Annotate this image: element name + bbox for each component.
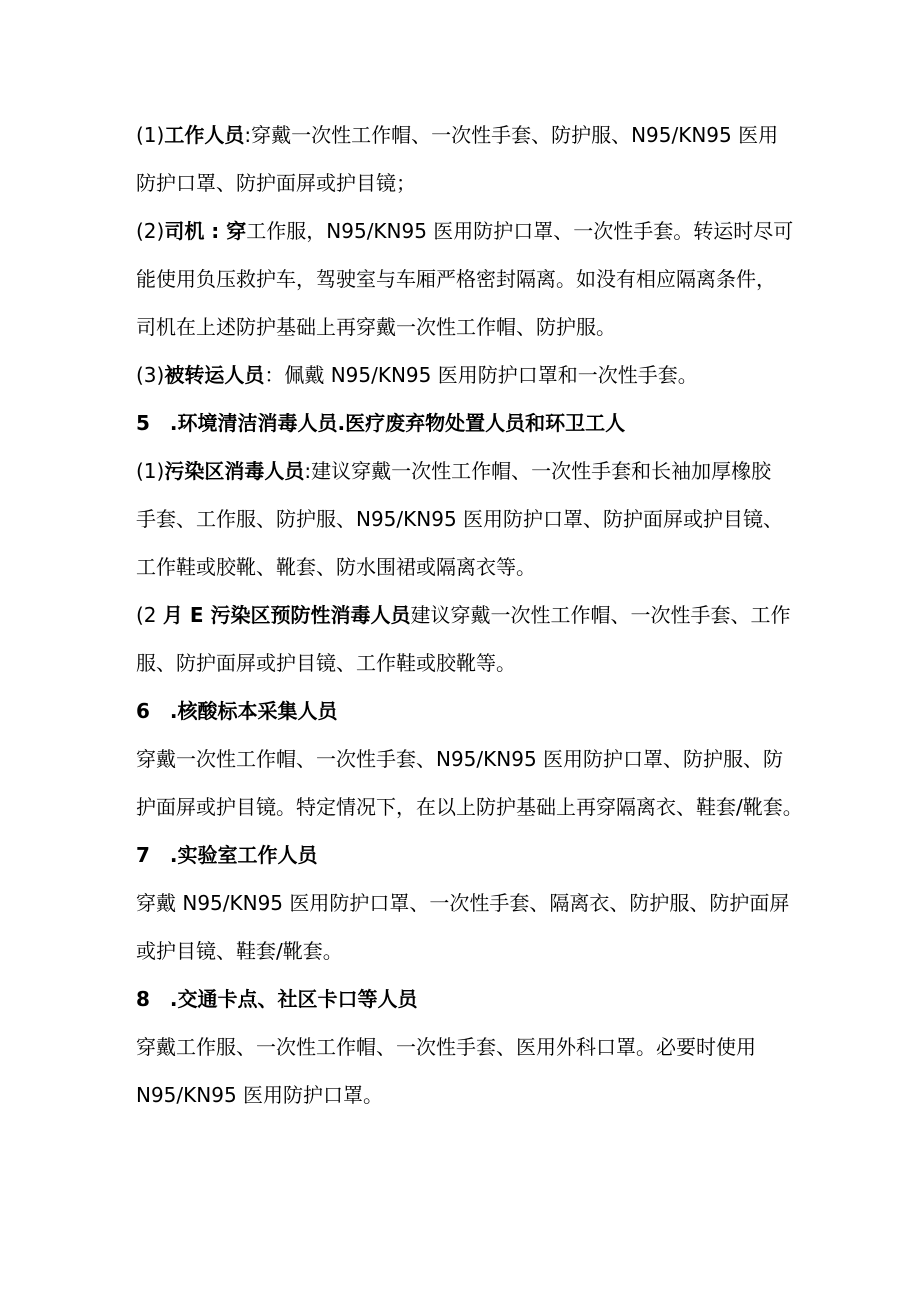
text-run: 建议穿戴一次性工作帽、一次性手套、工作 [410,603,791,627]
text-line [136,697,816,725]
text-line [136,265,816,293]
text-run: 防护口罩、防护面屏或护目镜； [136,171,416,195]
text-line [136,937,816,965]
bold-text-run: 司机 : 穿 [164,219,247,243]
text-line [136,217,816,245]
text-line [136,1033,816,1061]
text-run: 工作服，N95/KN95 医用防护口罩、一次性手套。转运时尽可 [246,219,794,243]
text-line [136,985,816,1013]
bold-text-run: 5 .环境清洁消毒人员.医疗废弃物处置人员和环卫工人 [136,411,626,435]
text-line [136,313,816,341]
bold-text-run: 被转运人员 [164,363,265,387]
bold-text-run: 7 .实验室工作人员 [136,843,318,867]
text-line [136,553,816,581]
text-run: 服、防护面屏或护目镜、工作鞋或胶靴等。 [136,651,516,675]
text-line [136,121,816,149]
text-run: ：佩戴 N95/KN95 医用防护口罩和一次性手套。 [264,363,698,387]
text-line [136,457,816,485]
text-line [136,361,816,389]
text-run: 穿戴 N95/KN95 医用防护口罩、一次性手套、隔离衣、防护服、防护面屏 [136,891,790,915]
text-line [136,841,816,869]
text-run: (3) [136,363,165,387]
text-run: 工作鞋或胶靴、靴套、防水围裙或隔离衣等。 [136,555,536,579]
text-line [136,889,816,917]
text-run: (2 [136,603,163,627]
text-line [136,505,816,533]
bold-text-run: 工作人员 [164,123,245,147]
text-line [136,1081,816,1109]
text-line [136,601,816,629]
text-run: :建议穿戴一次性工作帽、一次性手套和长袖加厚橡胶 [304,459,772,483]
text-run: 能使用负压救护车，驾驶室与车厢严格密封隔离。如没有相应隔离条件， [136,267,776,291]
text-run: 护面屏或护目镜。特定情况下，在以上防护基础上再穿隔离衣、鞋套/靴套。 [136,795,803,819]
text-run: (2) [136,219,165,243]
text-run: (1) [136,459,165,483]
text-run: 司机在上述防护基础上再穿戴一次性工作帽、防护服。 [136,315,616,339]
text-run: 穿戴工作服、一次性工作帽、一次性手套、医用外科口罩。必要时使用 [136,1035,756,1059]
text-line [136,649,816,677]
bold-text-run: 8 .交通卡点、社区卡口等人员 [136,987,418,1011]
text-run: 手套、工作服、防护服、N95/KN95 医用防护口罩、防护面屏或护目镜、 [136,507,784,531]
bold-text-run: 污染区消毒人员 [164,459,305,483]
text-run: 穿戴一次性工作帽、一次性手套、N95/KN95 医用防护口罩、防护服、防 [136,747,784,771]
text-line [136,745,816,773]
text-run: (1) [136,123,165,147]
text-line [136,409,816,437]
text-line [136,793,816,821]
text-run: N95/KN95 医用防护口罩。 [136,1083,384,1107]
text-line [136,169,816,197]
text-run: 或护目镜、鞋套/靴套。 [136,939,343,963]
bold-text-run: 6 .核酸标本采集人员 [136,699,338,723]
bold-text-run: 月 E 污染区预防性消毒人员 [162,603,411,627]
text-run: :穿戴一次性工作帽、一次性手套、防护服、N95/KN95 医用 [244,123,779,147]
